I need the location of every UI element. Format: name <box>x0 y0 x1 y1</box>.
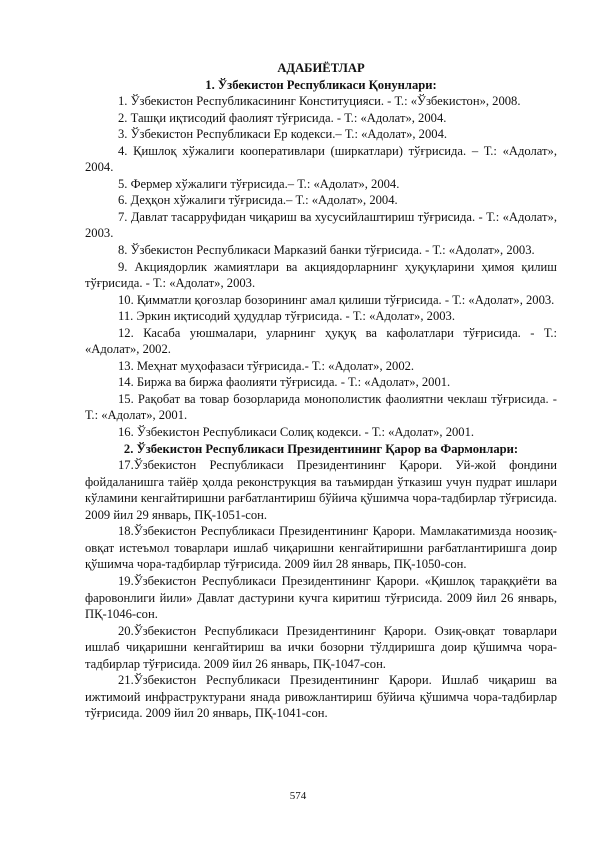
reference-item-1: 1. Ўзбекистон Республикасининг Конституцияси. - Т.: «Ўзбекистон», 2008. <box>118 94 521 109</box>
reference-item-9: 9. Акциядорлик жамиятлари ва акциядорларнинг ҳуқуқларини ҳимоя қилиш тўғрисида. - Т.: «Адолат», 2003. <box>85 259 557 291</box>
reference-item-21: 21.Ўзбекистон Республикаси Президентининг Қарори. Ишлаб чиқариш ва ижтимоий инфраструктурани янада ривожлантириш бўйича қўшимча чора-тадбирлар тўғрисида. 2009 йил 20 январь, ПҚ-1041-сон. <box>85 673 557 721</box>
section-heading-decrees: 2. Ўзбекистон Республикаси Президентининг Қарор ва Фармонлари: <box>123 441 519 456</box>
reference-item-12: 12. Касаба уюшмалари, уларнинг ҳуқуқ ва кафолатлари тўғрисида. - Т.: «Адолат», 2002. <box>85 325 557 357</box>
reference-item-18: 18.Ўзбекистон Республикаси Президентининг Қарори. Мамлакатимизда ноозиқ-овқат истеъмол товарлари ишлаб чиқаришни кенгайтиришни рағбатлантиришга доир қўшимча чора-тадбирлар тўғрисида. 2009 йил 28 январь, ПҚ-1050-сон. <box>85 524 557 572</box>
reference-item-14: 14. Биржа ва биржа фаолияти тўғрисида. - Т.: «Адолат», 2001. <box>118 375 451 390</box>
reference-item-3: 3. Ўзбекистон Республикаси Ер кодекси.– Т.: «Адолат», 2004. <box>118 127 448 142</box>
reference-item-19: 19.Ўзбекистон Республикаси Президентининг Қарори. «Қишлоқ тараққиёти ва фаровонлиги йили» Давлат дастурини кучга киритиш тўғрисида. 2009 йил 26 январь, ПҚ-1046-сон. <box>85 573 557 622</box>
reference-item-4: 4. Қишлоқ хўжалиги кооперативлари (ширкатлари) тўғрисида. – Т.: «Адолат», 2004. <box>85 143 557 175</box>
reference-item-20: 20.Ўзбекистон Республикаси Президентининг Қарори. Озиқ-овқат товарлари ишлаб чиқаришни кенгайтириш ва ички бозорни тўлдиришга доир қўшимча чора-тадбирлар тўғрисида. 2009 йил 26 январь, ПҚ-1047-сон. <box>85 623 557 671</box>
reference-item-10: 10. Қимматли қоғозлар бозорининг амал қилиши тўғрисида. - Т.: «Адолат», 2003. <box>118 292 555 307</box>
reference-item-15: 15. Рақобат ва товар бозорларида монополистик фаолиятни чеклаш тўғрисида. - Т.: «Адолат», 2001. <box>85 391 557 423</box>
page-content <box>85 60 557 722</box>
reference-item-7: 7. Давлат тасарруфидан чиқариш ва хусусийлаштириш тўғрисида. - Т.: «Адолат», 2003. <box>85 209 557 241</box>
page-title: АДАБИЁТЛАР <box>277 61 365 75</box>
reference-item-16: 16. Ўзбекистон Республикаси Солиқ кодекси. - Т.: «Адолат», 2001. <box>118 425 475 440</box>
reference-item-11: 11. Эркин иқтисодий ҳудудлар тўғрисида. - Т.: «Адолат», 2003. <box>118 309 455 324</box>
reference-item-2: 2. Ташқи иқтисодий фаолият тўғрисида. - Т.: «Адолат», 2004. <box>118 110 447 125</box>
section-laws <box>85 77 557 441</box>
reference-item-5: 5. Фермер хўжалиги тўғрисида.– Т.: «Адолат», 2004. <box>118 176 400 191</box>
reference-item-6: 6. Деҳқон хўжалиги тўғрисида.– Т.: «Адолат», 2004. <box>118 193 398 208</box>
page-number: 574 <box>289 790 307 802</box>
reference-item-13: 13. Меҳнат муҳофазаси тўғрисида.- Т.: «Адолат», 2002. <box>118 358 415 373</box>
reference-item-8: 8. Ўзбекистон Республикаси Марказий банки тўғрисида. - Т.: «Адолат», 2003. <box>118 243 535 258</box>
section-decrees <box>85 441 557 722</box>
section-heading-laws: 1. Ўзбекистон Республикаси Қонунлари: <box>205 77 437 92</box>
reference-item-17: 17.Ўзбекистон Республикаси Президентининг Қарори. Уй-жой фондини фойдаланишга тайёр ҳолда реконструкция ва таъмирдан ўтказиш учун пудрат ишлари кўламини кенгайтиришни рағбатлантириш бўйича қўшимча чора-тадбирлар тўғрисида. 2009 йил 29 январь, ПҚ-1051-сон. <box>85 458 557 522</box>
